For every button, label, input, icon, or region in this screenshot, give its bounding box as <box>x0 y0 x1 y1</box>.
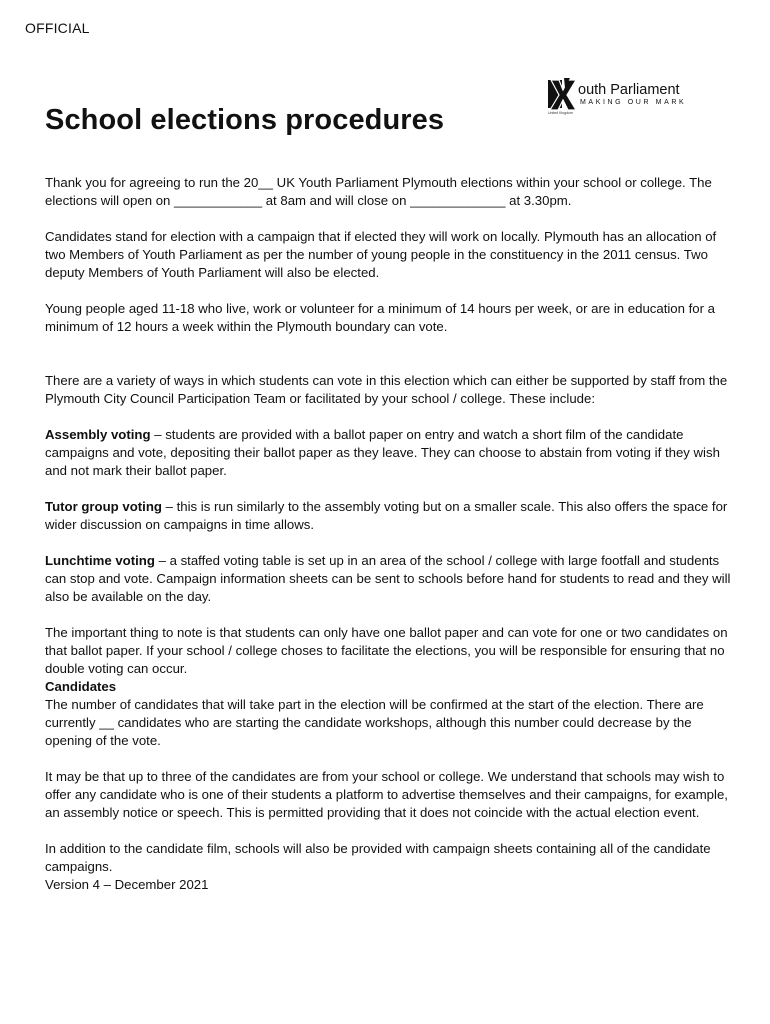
logo-title: outh Parliament <box>578 82 680 98</box>
lunchtime-voting-text: – a staffed voting table is set up in an area of the school / college with large footfall and students can stop and vote. Campaign information sheets can be sent to schools before hand for students to read and they will also be available on the day. <box>45 553 731 604</box>
ways-intro-paragraph: There are a variety of ways in which students can vote in this election which can either be supported by staff from the Plymouth City Council Participation Team or facilitated by your school / college. These include: <box>45 373 728 406</box>
assembly-voting-label: Assembly voting <box>45 427 151 442</box>
youth-parliament-logo <box>548 78 698 116</box>
eligibility-paragraph: Young people aged 11-18 who live, work or volunteer for a minimum of 14 hours per week, or are in education for a minimum of 12 hours a week within the Plymouth boundary can vote. <box>45 301 716 334</box>
lunchtime-voting-label: Lunchtime voting <box>45 553 155 568</box>
version-footer: Version 4 – December 2021 <box>45 877 209 892</box>
candidates-heading: Candidates <box>45 679 117 694</box>
logo-subline: United Kingdom <box>548 111 573 115</box>
lunchtime-voting-paragraph <box>45 552 735 606</box>
tutor-group-voting-label: Tutor group voting <box>45 499 162 514</box>
intro-paragraph: Thank you for agreeing to run the 20__ UK Youth Parliament Plymouth elections within your school or college. The elections will open on ____________ at 8am and will close on _____________ at 3.30pm. <box>45 175 712 208</box>
important-note-paragraph: The important thing to note is that students can only have one ballot paper and can vote for one or two candidates on that ballot paper. If your school / college choses to facilitate the elections, you will be responsible for ensuring that no double voting can occur. <box>45 625 728 676</box>
candidates-intro-paragraph: Candidates stand for election with a campaign that if elected they will work on locally. Plymouth has an allocation of two Members of Youth Parliament as per the number of young people in the constituency in the 2011 census. Two deputy Members of Youth Parliament will also be elected. <box>45 229 717 280</box>
logo-tagline: MAKING OUR MARK <box>580 99 687 106</box>
candidates-paragraph-1: The number of candidates that will take part in the election will be confirmed at the start of the election. There are currently __ candidates who are starting the candidate workshops, although this number could decrease by the opening of the vote. <box>45 697 704 748</box>
candidates-paragraph-3: In addition to the candidate film, schools will also be provided with campaign sheets containing all of the candidate campaigns. <box>45 841 711 874</box>
youth-parliament-x-icon <box>548 78 578 110</box>
page-title: School elections procedures <box>45 104 445 136</box>
tutor-group-voting-paragraph <box>45 498 735 534</box>
document-body <box>45 174 735 894</box>
candidates-paragraph-2: It may be that up to three of the candidates are from your school or college. We understand that schools may wish to offer any candidate who is one of their students a platform to advertise themselves and their campaigns, for example, an assembly notice or speech. This is permitted providing that it does not coincide with the actual election event. <box>45 769 728 820</box>
assembly-voting-text: – students are provided with a ballot paper on entry and watch a short film of the candidate campaigns and vote, depositing their ballot paper as they leave. They can choose to abstain from voting if they wish and not mark their ballot paper. <box>45 427 720 478</box>
tutor-group-voting-text: – this is run similarly to the assembly voting but on a smaller scale. This also offers the space for wider discussion on campaigns in time allows. <box>45 499 728 532</box>
classification-label: OFFICIAL <box>25 20 90 36</box>
assembly-voting-paragraph <box>45 426 735 480</box>
